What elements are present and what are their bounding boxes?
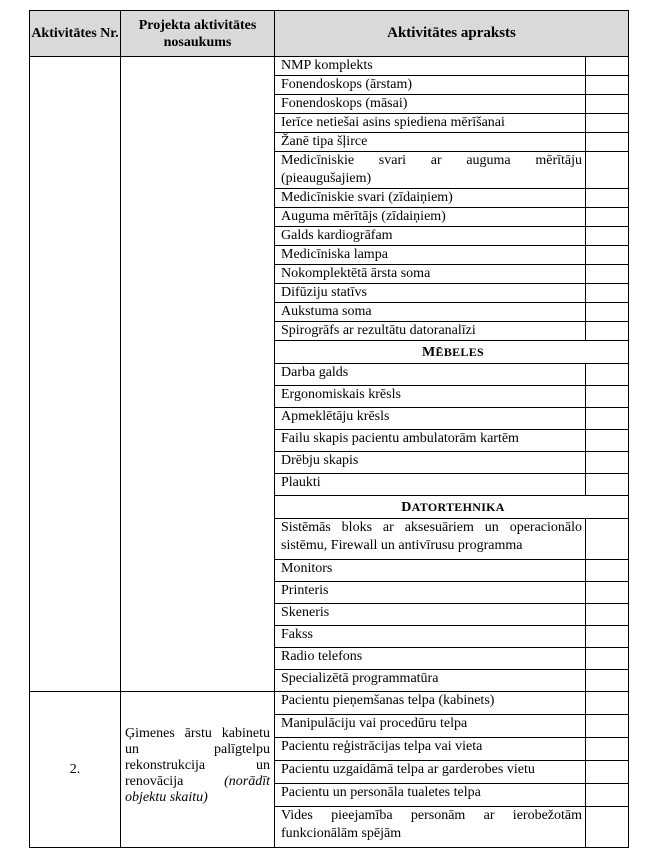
header-activity-name: Projekta aktivitātes nosaukums <box>121 11 275 57</box>
check-cell[interactable] <box>586 57 629 76</box>
check-cell[interactable] <box>586 322 629 341</box>
furniture-item: Drēbju skapis <box>275 452 586 474</box>
check-cell[interactable] <box>586 208 629 227</box>
group2-name: Ģimenes ārstu kabinetu un palīgtelpu rekonstrukcija un renovācija <box>125 726 270 789</box>
room-item: Pacientu un personāla tualetes telpa <box>275 784 586 807</box>
check-cell[interactable] <box>586 692 629 715</box>
group2-name-text <box>121 692 274 806</box>
equipment-item: Medicīniskie svari ar auguma mērītāju (pieaugušajiem) <box>275 152 586 189</box>
header-activity-number: Aktivitātes Nr. <box>30 11 121 57</box>
computer-item: Radio telefons <box>275 648 586 670</box>
check-cell[interactable] <box>586 152 629 189</box>
furniture-item: Ergonomiskais krēsls <box>275 386 586 408</box>
equipment-item: Fonendoskops (ārstam) <box>275 76 586 95</box>
room-item: Pacientu uzgaidāmā telpa ar garderobes vietu <box>275 761 586 784</box>
room-item: Pacientu pieņemšanas telpa (kabinets) <box>275 692 586 715</box>
computer-item: Fakss <box>275 626 586 648</box>
check-cell[interactable] <box>586 715 629 738</box>
furniture-item: Failu skapis pacientu ambulatorām kartēm <box>275 430 586 452</box>
equipment-item: Aukstuma soma <box>275 303 586 322</box>
check-cell[interactable] <box>586 114 629 133</box>
check-cell[interactable] <box>586 474 629 496</box>
check-cell[interactable] <box>586 807 629 848</box>
equipment-item: Žanē tipa šļirce <box>275 133 586 152</box>
check-cell[interactable] <box>586 189 629 208</box>
computer-item: Monitors <box>275 560 586 582</box>
check-cell[interactable] <box>586 265 629 284</box>
equipment-item: Auguma mērītājs (zīdaiņiem) <box>275 208 586 227</box>
check-cell[interactable] <box>586 246 629 265</box>
section-rest: ATORTEHNIKA <box>411 499 505 514</box>
check-cell[interactable] <box>586 560 629 582</box>
computer-item: Printeris <box>275 582 586 604</box>
check-cell[interactable] <box>586 284 629 303</box>
equipment-row <box>30 57 629 76</box>
section-initial: M <box>422 344 436 360</box>
group2-name-note: (norādīt objektu skaitu) <box>125 774 270 805</box>
table-header-row <box>30 11 629 57</box>
check-cell[interactable] <box>586 582 629 604</box>
room-item: Vides pieejamība personām ar ierobežotām funkcionālām spējām <box>275 807 586 848</box>
equipment-item: Nokomplektētā ārsta soma <box>275 265 586 284</box>
check-cell[interactable] <box>586 408 629 430</box>
equipment-item: Medicīniska lampa <box>275 246 586 265</box>
check-cell[interactable] <box>586 626 629 648</box>
table-body <box>30 57 629 848</box>
activities-table <box>29 10 629 848</box>
check-cell[interactable] <box>586 519 629 560</box>
check-cell[interactable] <box>586 133 629 152</box>
section-title-mebeles <box>275 341 629 364</box>
computer-item: Sistēmās bloks ar aksesuāriem un operacionālo sistēmu, Firewall un antivīrusu programma <box>275 519 586 560</box>
check-cell[interactable] <box>586 761 629 784</box>
computer-item: Skeneris <box>275 604 586 626</box>
group1-name-cell <box>121 57 275 692</box>
group2-name-cell <box>121 692 275 848</box>
check-cell[interactable] <box>586 303 629 322</box>
check-cell[interactable] <box>586 784 629 807</box>
equipment-item: Spirogrāfs ar rezultātu datoranalīzi <box>275 322 586 341</box>
equipment-item: Fonendoskops (māsai) <box>275 95 586 114</box>
equipment-item: Difūziju statīvs <box>275 284 586 303</box>
check-cell[interactable] <box>586 604 629 626</box>
check-cell[interactable] <box>586 386 629 408</box>
room-row <box>30 692 629 715</box>
furniture-item: Darba galds <box>275 364 586 386</box>
header-activity-description: Aktivitātes apraksts <box>275 11 629 57</box>
group2-number-cell: 2. <box>30 692 121 848</box>
furniture-item: Apmeklētāju krēsls <box>275 408 586 430</box>
equipment-item: Galds kardiogrāfam <box>275 227 586 246</box>
check-cell[interactable] <box>586 670 629 692</box>
check-cell[interactable] <box>586 648 629 670</box>
section-rest: ĒBELES <box>435 344 485 359</box>
computer-item: Specializētā programmatūra <box>275 670 586 692</box>
room-item: Pacientu reģistrācijas telpa vai vieta <box>275 738 586 761</box>
section-initial: D <box>401 499 412 515</box>
equipment-item: Medicīniskie svari (zīdaiņiem) <box>275 189 586 208</box>
check-cell[interactable] <box>586 76 629 95</box>
check-cell[interactable] <box>586 452 629 474</box>
equipment-item: NMP komplekts <box>275 57 586 76</box>
section-title-datortehnika <box>275 496 629 519</box>
check-cell[interactable] <box>586 738 629 761</box>
room-item: Manipulāciju vai procedūru telpa <box>275 715 586 738</box>
furniture-item: Plaukti <box>275 474 586 496</box>
check-cell[interactable] <box>586 364 629 386</box>
group1-number-cell <box>30 57 121 692</box>
check-cell[interactable] <box>586 95 629 114</box>
check-cell[interactable] <box>586 430 629 452</box>
equipment-item: Ierīce netiešai asins spiediena mērīšanai <box>275 114 586 133</box>
check-cell[interactable] <box>586 227 629 246</box>
